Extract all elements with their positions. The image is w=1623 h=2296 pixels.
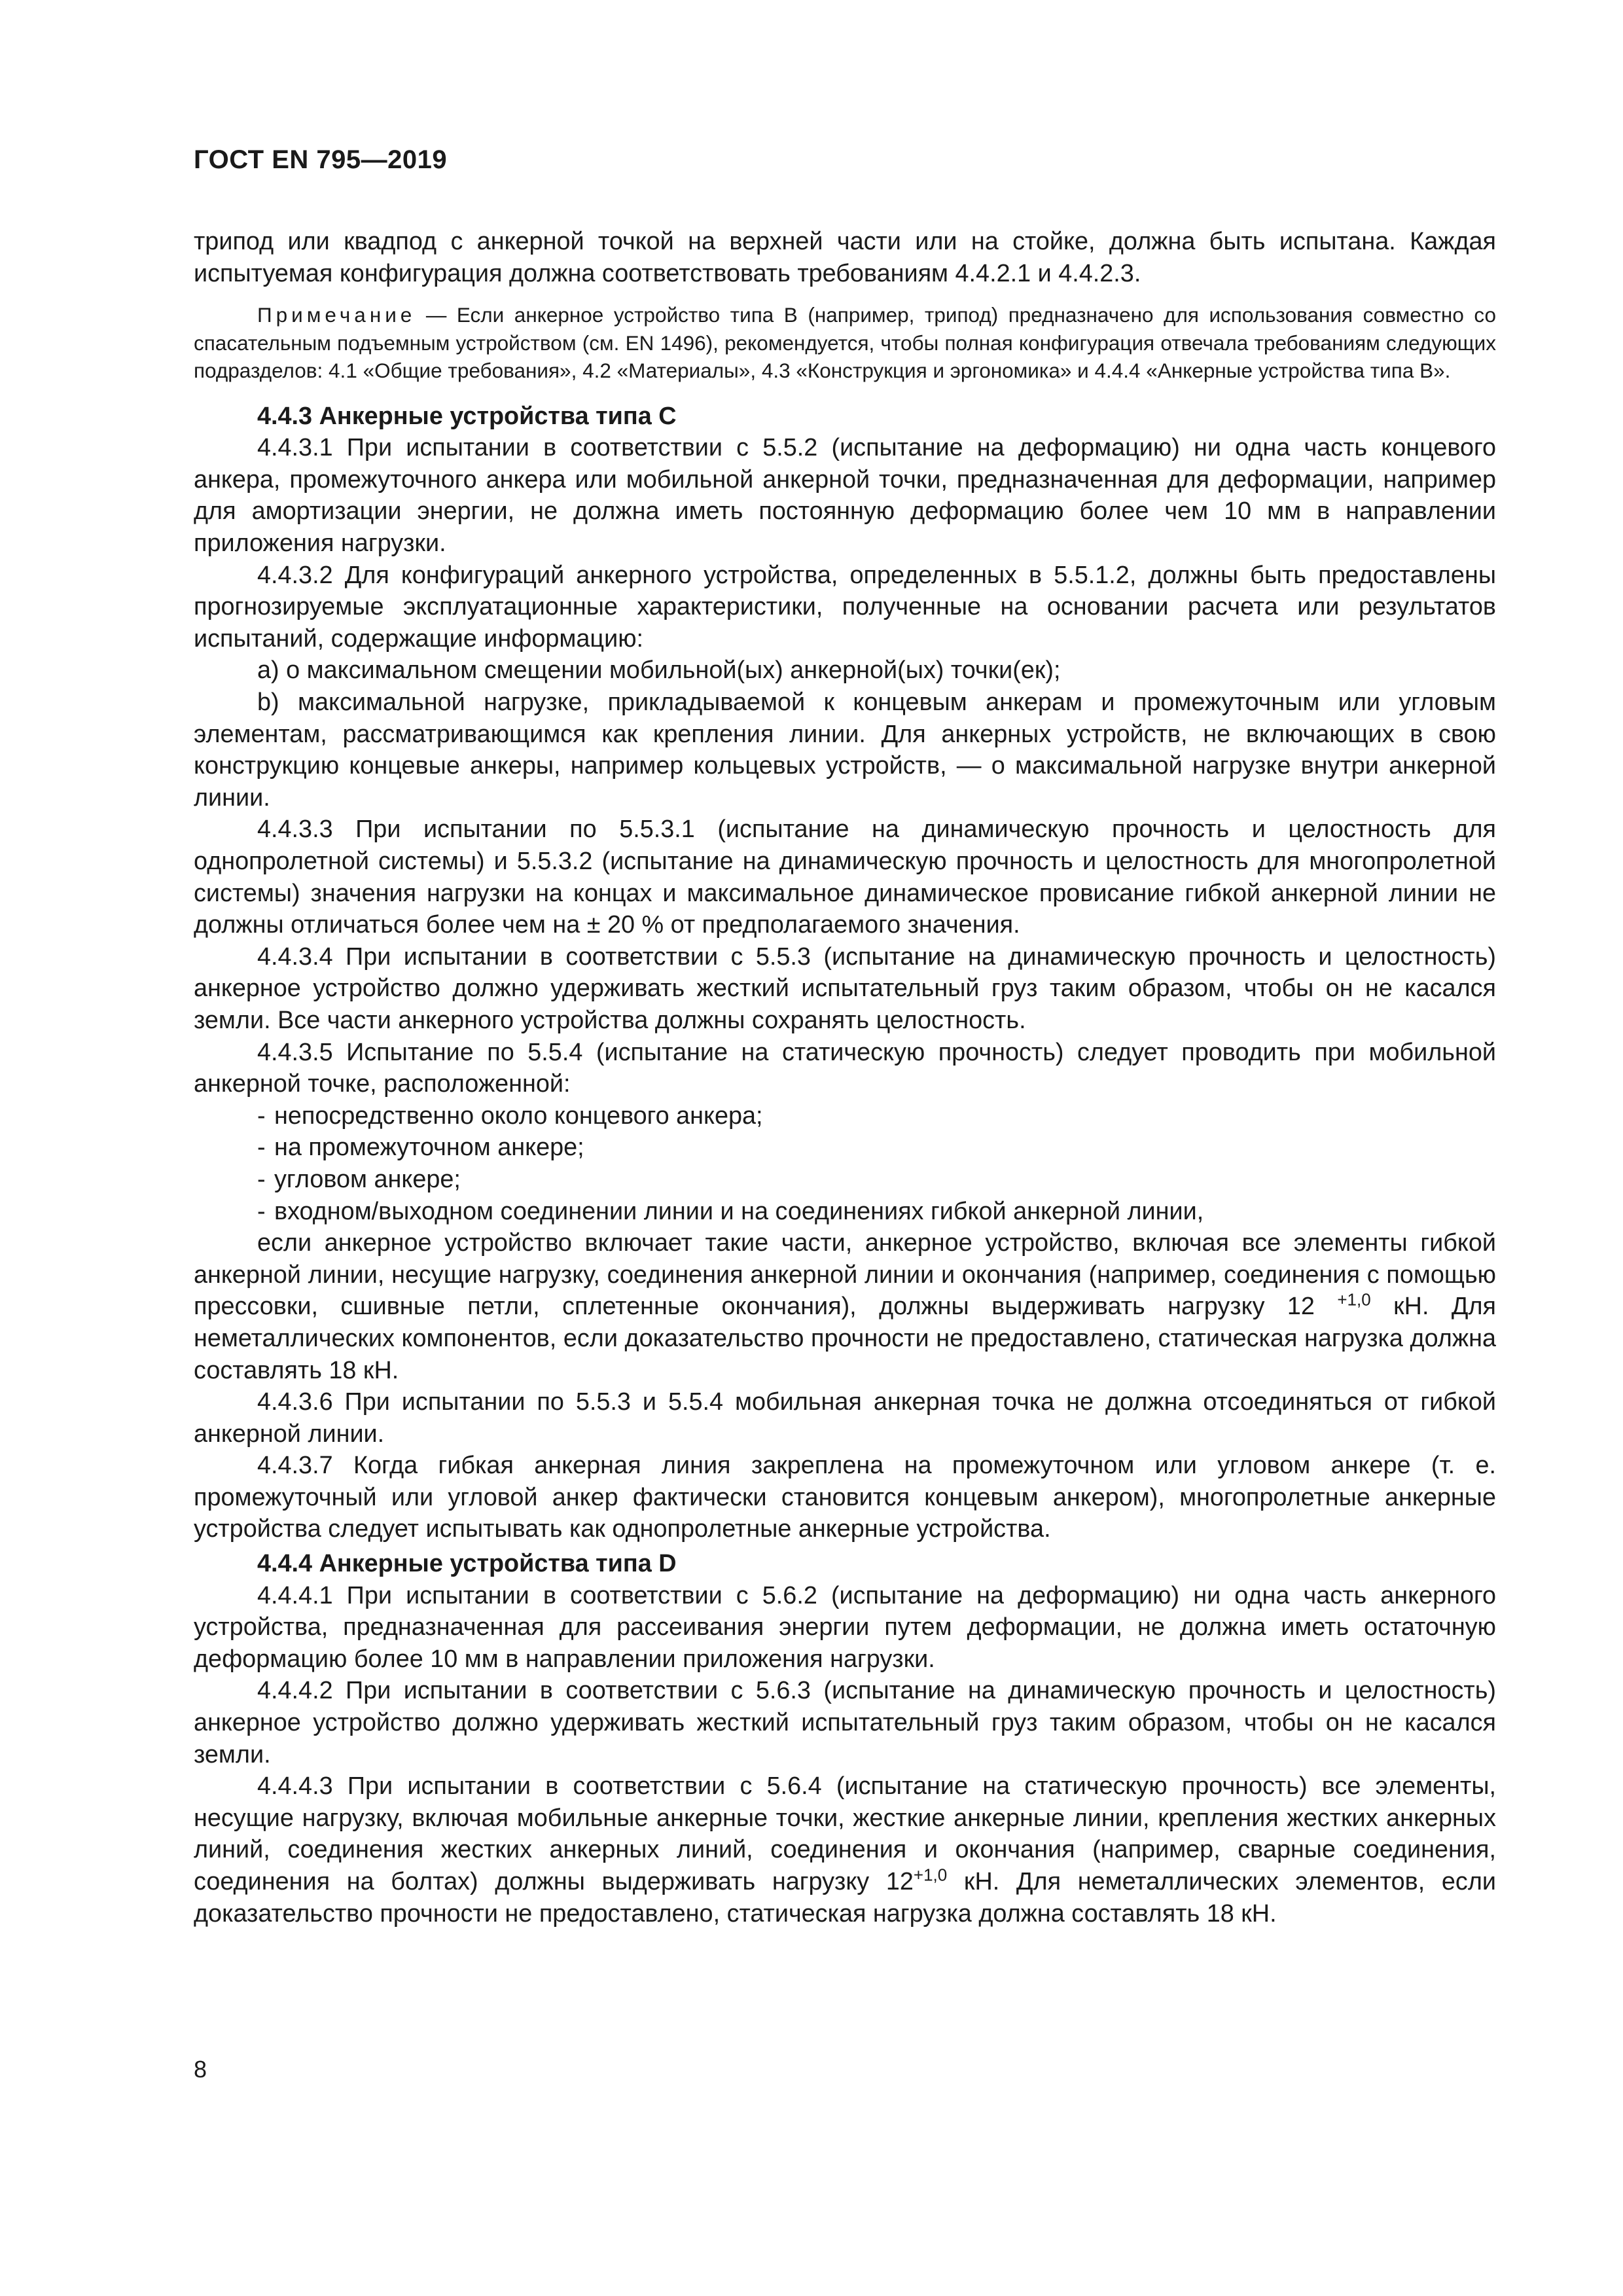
- text-part: если анкерное устройство включает такие части, анкерное устройство, включая все элементы гибкой анкерной линии, несущие нагрузку, соединения анкерной линии и окончания (например, соединения с помощью прессовки, сшивные петли, сплетенные окончания), должны выдерживать нагрузку 12: [194, 1229, 1496, 1321]
- paragraph-4-4-4-1: 4.4.4.1 При испытании в соответствии с 5.6.2 (испытание на деформацию) ни одна часть анкерного устройства, предназначенная для рассеивания энергии путем деформации, не должна иметь остаточную деформацию более 10 мм в направлении приложения нагрузки.: [194, 1581, 1496, 1673]
- dash-list-item: [194, 1164, 1496, 1196]
- paragraph-4-4-3-6: 4.4.3.6 При испытании по 5.5.3 и 5.5.4 мобильная анкерная точка не должна отсоединяться от гибкой анкерной линии.: [194, 1388, 1496, 1448]
- page-number: 8: [194, 2056, 207, 2083]
- dash-item-text: непосредственно около концевого анкера;: [274, 1102, 763, 1130]
- list-item-b: b) максимальной нагрузке, прикладываемой к концевым анкерам и промежуточным или угловым элементам, рассматривающимся как крепления линии. Для анкерных устройств, не включающих в свою конструкцию концевые анкеры, например кольцевых устройств, — о максимальной нагрузке внутри анкерной линии.: [194, 689, 1496, 812]
- paragraph-4-4-3-5-continuation: [194, 1227, 1496, 1386]
- tolerance-superscript: +1,0: [913, 1865, 948, 1885]
- paragraph-4-4-3-2: 4.4.3.2 Для конфигураций анкерного устройства, определенных в 5.5.1.2, должны быть предоставлены прогнозируемые эксплуатационные характеристики, полученные на основании расчета или результатов испытаний, содержащие информацию:: [194, 561, 1496, 653]
- dash-item-text: входном/выходном соединении линии и на соединениях гибкой анкерной линии,: [274, 1197, 1204, 1225]
- dash-mark: -: [257, 1197, 266, 1225]
- paragraph-4-4-4-3: [194, 1770, 1496, 1929]
- paragraph-4-4-3-5: 4.4.3.5 Испытание по 5.5.4 (испытание на статическую прочность) следует проводить при мобильной анкерной точке, расположенной:: [194, 1038, 1496, 1098]
- note-text: — Если анкерное устройство типа B (например, трипод) предназначено для использования совместно со спасательным подъемным устройством (см. EN 1496), рекомендуется, чтобы полная конфигурация отвечала требованиям следующих подразделов: 4.1 «Общие требования», 4.2 «Материалы», 4.3 «Конструкция и эргономика» и 4.4.4 «Анкерные устройства типа B».: [194, 303, 1496, 383]
- dash-list-item: [194, 1100, 1496, 1132]
- text-part: 4.4.4.3 При испытании в соответствии с 5.6.4 (испытание на статическую прочность) все элементы, несущие нагрузку, включая мобильные анкерные точки, жесткие анкерные линии, крепления жестких анкерных линий, соединения жестких анкерных линий, соединения и окончания (например, сварные соединения, соединения на болтах) должны выдерживать нагрузку 12: [194, 1772, 1496, 1895]
- dash-mark: -: [257, 1102, 266, 1130]
- paragraph-4-4-3-4: 4.4.3.4 При испытании в соответствии с 5.5.3 (испытание на динамическую прочность и целостность) анкерное устройство должно удерживать жесткий испытательный груз таким образом, чтобы он не касался земли. Все части анкерного устройства должны сохранять целостность.: [194, 942, 1496, 1034]
- section-heading-4-4-4: 4.4.4 Анкерные устройства типа D: [257, 1550, 677, 1578]
- paragraph-4-4-4-2: 4.4.4.2 При испытании в соответствии с 5.6.3 (испытание на динамическую прочность и целостность) анкерное устройство должно удерживать жесткий испытательный груз таким образом, чтобы он не касался земли.: [194, 1677, 1496, 1768]
- paragraph-4-4-3-1: 4.4.3.1 При испытании в соответствии с 5.5.2 (испытание на деформацию) ни одна часть концевого анкера, промежуточного анкера или мобильной анкерной точки, предназначенная для деформации, например для амортизации энергии, не должна иметь постоянную деформацию более чем 10 мм в направлении приложения нагрузки.: [194, 434, 1496, 558]
- note-label: Примечание: [257, 303, 416, 327]
- tolerance-superscript: +1,0: [1337, 1289, 1371, 1310]
- dash-item-text: угловом анкере;: [274, 1165, 461, 1193]
- paragraph-4-4-3-3: 4.4.3.3 При испытании по 5.5.3.1 (испытание на динамическую прочность и целостность для однопролетной системы) и 5.5.3.2 (испытание на динамическую прочность и целостность для многопролетной системы) значения нагрузки на концах и максимальное динамическое провисание гибкой анкерной линии не должны отличаться более чем на ± 20 % от предполагаемого значения.: [194, 816, 1496, 939]
- note: [194, 301, 1496, 385]
- dash-list-item: [194, 1132, 1496, 1164]
- paragraph-4-4-3-7: 4.4.3.7 Когда гибкая анкерная линия закреплена на промежуточном или угловом анкере (т. е. промежуточный или угловой анкер фактически становится концевым анкером), многопролетные анкерные устройства следует испытывать как однопролетные анкерные устройства.: [194, 1452, 1496, 1543]
- dash-mark: -: [257, 1165, 266, 1193]
- text-part: кН. Для неметаллических элементов, если доказательство прочности не предоставлено, статическая нагрузка должна составлять 18 кН.: [194, 1868, 1496, 1928]
- dash-list-item: [194, 1196, 1496, 1228]
- paragraph-continuation: трипод или квадпод с анкерной точкой на верхней части или на стойке, должна быть испытана. Каждая испытуемая конфигурация должна соответствовать требованиям 4.4.2.1 и 4.4.2.3.: [194, 228, 1496, 287]
- text-part: кН. Для неметаллических компонентов, если доказательство прочности не предоставлено, статическая нагрузка должна составлять 18 кН.: [194, 1293, 1496, 1384]
- dash-item-text: на промежуточном анкере;: [274, 1134, 584, 1162]
- section-heading-4-4-3: 4.4.3 Анкерные устройства типа C: [257, 402, 677, 430]
- document-body: [194, 226, 1496, 1929]
- list-item-a: a) о максимальном смещении мобильной(ых) анкерной(ых) точки(ек);: [257, 656, 1061, 685]
- document-header: ГОСТ EN 795—2019: [194, 145, 448, 174]
- dash-mark: -: [257, 1134, 266, 1162]
